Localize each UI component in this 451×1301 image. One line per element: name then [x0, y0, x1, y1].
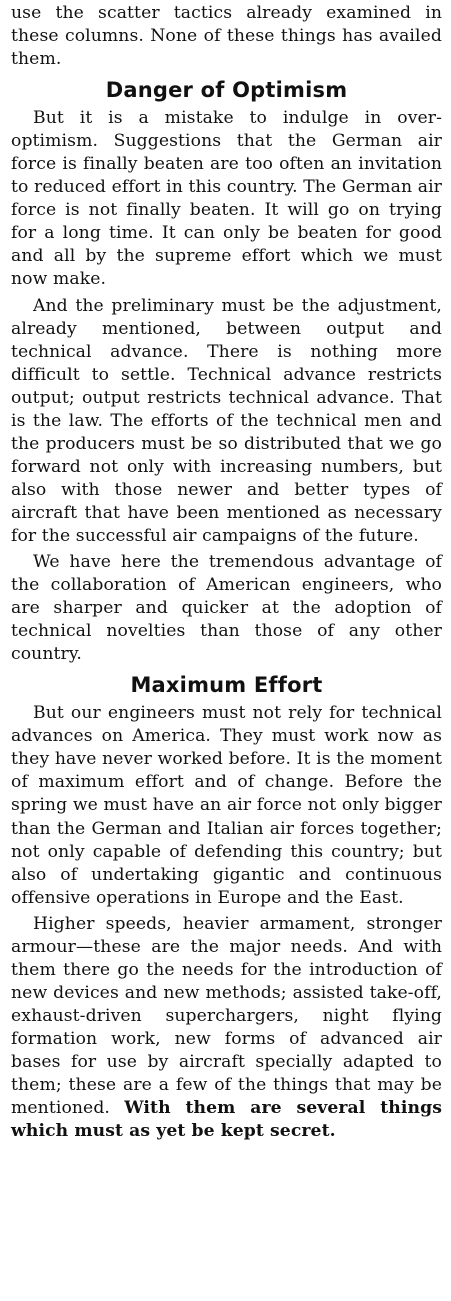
intro-paragraph: use the scatter tactics already examined in these columns. None of these things has availed them.	[11, 3, 442, 70]
paragraph	[11, 913, 442, 1143]
paragraph: But our engineers must not rely for technical advances on America. They must work now as they have never worked before. It is the moment of maximum effort and of change. Before the spring we must have an air force not only bigger than the German and Italian air forces together; not only capable of defending this country; but also of undertaking gigantic and continuous offensive operations in Europe and the East.	[11, 703, 442, 908]
section-heading-maximum-effort: Maximum Effort	[130, 673, 323, 698]
paragraph: But it is a mistake to indulge in over-optimism. Suggestions that the German air force is finally beaten are too often an invitation to reduced effort in this country. The German air force is not finally beaten. It will go on trying for a long time. It can only be beaten for good and all by the supreme effort which we must now make.	[11, 108, 442, 290]
section-heading-danger-of-optimism: Danger of Optimism	[105, 78, 348, 103]
paragraph: We have here the tremendous advantage of the collaboration of American engineers, who are sharper and quicker at the adoption of technical novelties than those of any other country.	[11, 552, 442, 665]
paragraph: And the preliminary must be the adjustment, already mentioned, between output and technical advance. There is nothing more difficult to settle. Technical advance restricts output; output restricts technical advance. That is the law. The efforts of the technical men and the producers must be so distributed that we go forward not only with increasing numbers, but also with those newer and better types of aircraft that have been mentioned as necessary for the successful air campaigns of the future.	[11, 295, 442, 546]
paragraph-closing-text: With them are several things which must as yet be kept secret.	[11, 1098, 442, 1142]
paragraph-text: Higher speeds, heavier armament, stronger armour—these are the major needs. And with them there go the needs for the introduction of new devices and new methods; assisted take-off, exhaust-driven superchargers, night flying formation work, new forms of advanced air bases for use by aircraft specially adapted to them; these are a few of the things that may be mentioned.	[11, 913, 442, 1119]
